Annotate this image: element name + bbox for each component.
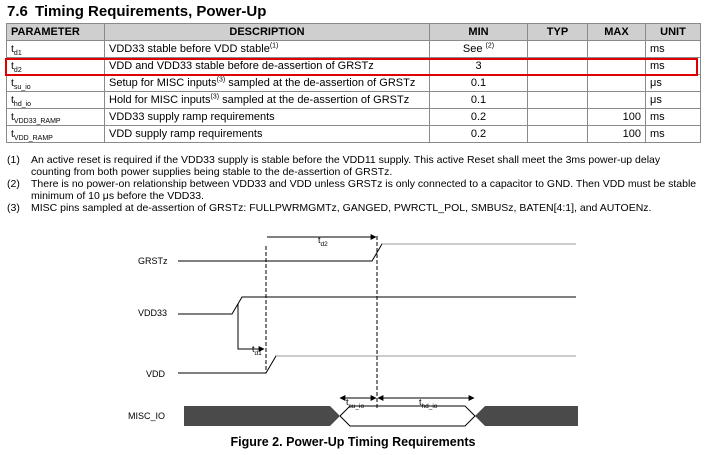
unit-cell: ms: [646, 58, 701, 75]
waveform-grstz: [178, 244, 576, 261]
description-cell: Hold for MISC inputs$^{(3)}$ sampled at the de-assertion of GRSTz: [105, 92, 430, 109]
footnote-2: (2) There is no power-on relationship between VDD33 and VDD unless GRSTz is only connected to a capacitor to GND. Then VDD must be stable minimum of 10 μs before the VDD33.: [7, 178, 697, 202]
param-cell: $t_{d1}$: [7, 41, 105, 58]
header-parameter: PARAMETER: [7, 24, 105, 41]
figure-caption: Figure 2. Power-Up Timing Requirements: [230, 435, 476, 449]
label-vdd33: VDD33: [138, 308, 168, 318]
header-unit: UNIT: [646, 24, 701, 41]
description-cell: VDD33 supply ramp requirements: [105, 109, 430, 126]
max-cell: 100: [588, 126, 646, 143]
footnote-ref: (3): [216, 75, 226, 83]
min-cell: 0.1: [430, 75, 528, 92]
param-cell: $t_{su\_io}$: [7, 75, 105, 92]
footnote-1: (1) An active reset is required if the VDD33 supply is stable before the VDD11 supply. This active Reset shall meet the 3ms power-up delay counting from both power supplies being stable to the de-assertion of GRSTz.: [7, 154, 661, 178]
section-title-text: Timing Requirements, Power-Up: [35, 3, 267, 20]
tsu-label: $t_{su\_io}$: [346, 397, 365, 410]
misc-io-invalid-right: [475, 406, 578, 426]
param-cell: $t_{hd\_io}$: [7, 92, 105, 109]
td1-label: $t_{d1}$: [252, 344, 262, 357]
footnote-ref: (2): [485, 41, 495, 49]
description-cell: VDD supply ramp requirements: [105, 126, 430, 143]
td2-label: $t_{d2}$: [318, 235, 328, 248]
td1-arrow: [238, 304, 264, 349]
min-cell: 0.2: [430, 109, 528, 126]
header-description: DESCRIPTION: [105, 24, 430, 41]
footnote-ref: (1): [269, 41, 279, 49]
section-number: 7.6: [7, 3, 28, 20]
param-cell: $t_{VDD33\_RAMP}$: [7, 109, 105, 126]
min-cell: 3: [430, 58, 528, 75]
thd-label: $t_{hd\_io}$: [419, 397, 438, 410]
max-cell: 100: [588, 109, 646, 126]
unit-cell: ms: [646, 41, 701, 58]
header-max: MAX: [588, 24, 646, 41]
param-cell: $t_{d2}$: [7, 58, 105, 75]
label-grstz: GRSTz: [138, 256, 168, 266]
header-min: MIN: [430, 24, 528, 41]
description-cell: VDD and VDD33 stable before de-assertion of GRSTz: [105, 58, 430, 75]
header-typ: TYP: [528, 24, 588, 41]
label-vdd: VDD: [146, 369, 166, 379]
footnote-ref: (3): [210, 92, 220, 100]
unit-cell: μs: [646, 75, 701, 92]
min-cell: 0.2: [430, 126, 528, 143]
unit-cell: μs: [646, 92, 701, 109]
description-cell: Setup for MISC inputs$^{(3)}$ sampled at the de-assertion of GRSTz: [105, 75, 430, 92]
min-cell: 0.1: [430, 92, 528, 109]
label-misc-io: MISC_IO: [128, 411, 166, 421]
unit-cell: ms: [646, 126, 701, 143]
footnote-3: (3) MISC pins sampled at de-assertion of GRSTz: FULLPWRMGMTz, GANGED, PWRCTL_POL, SMBUSz, BATEN[4:1], and AUTOENz.: [7, 202, 652, 214]
unit-cell: ms: [646, 109, 701, 126]
misc-io-invalid-left: [184, 406, 340, 426]
description-cell: VDD33 stable before VDD stable$^{(1)}$: [105, 41, 430, 58]
min-cell: See $^{(2)}$: [430, 41, 528, 58]
param-cell: $t_{VDD\_RAMP}$: [7, 126, 105, 143]
